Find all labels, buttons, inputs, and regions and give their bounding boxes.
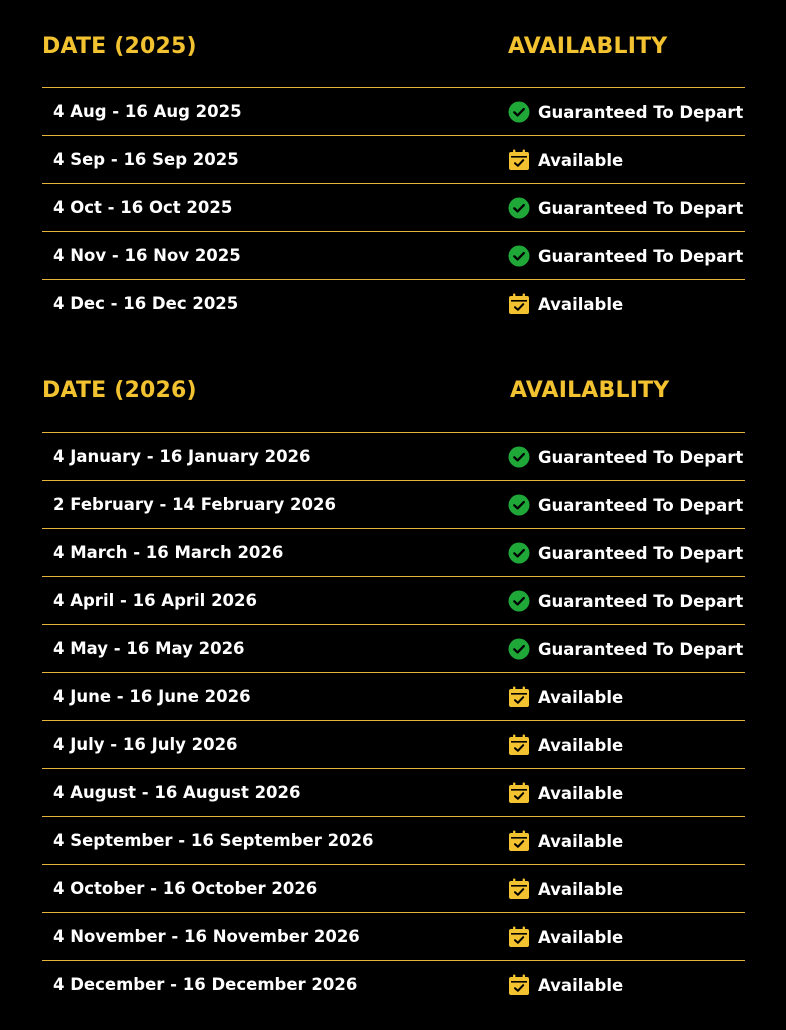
date-column-heading: DATE (2025) (42, 34, 197, 59)
table-header (42, 345, 745, 433)
table-row (42, 769, 745, 817)
availability-status (508, 196, 743, 220)
availability-column-heading: AVAILABLITY (508, 34, 668, 59)
availability-label: Available (538, 927, 624, 947)
availability-status (508, 877, 623, 901)
availability-label: Guaranteed To Depart (538, 447, 744, 467)
availability-status (508, 685, 623, 709)
table-row (42, 433, 745, 481)
check-circle-icon (508, 542, 530, 564)
availability-status (508, 973, 623, 997)
availability-label: Available (538, 735, 624, 755)
calendar-check-icon (508, 830, 530, 852)
table-row (42, 280, 745, 328)
availability-status (508, 292, 623, 316)
date-column-heading: DATE (2026) (42, 378, 197, 403)
date-range: 4 May - 16 May 2026 (53, 639, 245, 658)
date-range: 4 April - 16 April 2026 (53, 591, 257, 610)
date-range: 4 Dec - 16 Dec 2025 (53, 294, 239, 313)
calendar-check-icon (508, 878, 530, 900)
table-row (42, 961, 745, 1009)
table-row (42, 232, 745, 280)
availability-label: Available (538, 975, 624, 995)
date-range: 4 August - 16 August 2026 (53, 783, 301, 802)
check-circle-icon (508, 101, 530, 123)
date-range: 4 Oct - 16 Oct 2025 (53, 198, 233, 217)
dates-2025-section (42, 0, 745, 328)
check-circle-icon (508, 638, 530, 660)
date-range: 4 March - 16 March 2026 (53, 543, 284, 562)
dates-2026-section (42, 345, 745, 1009)
availability-label: Available (538, 783, 624, 803)
date-range: 4 Aug - 16 Aug 2025 (53, 102, 242, 121)
availability-status (508, 445, 743, 469)
availability-label: Guaranteed To Depart (538, 591, 744, 611)
calendar-check-icon (508, 926, 530, 948)
table-row (42, 184, 745, 232)
check-circle-icon (508, 590, 530, 612)
check-circle-icon (508, 245, 530, 267)
availability-label: Available (538, 687, 624, 707)
date-range: 4 October - 16 October 2026 (53, 879, 318, 898)
date-range: 4 September - 16 September 2026 (53, 831, 374, 850)
table-row (42, 625, 745, 673)
availability-status (508, 829, 623, 853)
date-range: 4 Sep - 16 Sep 2025 (53, 150, 239, 169)
availability-status (508, 925, 623, 949)
date-range: 4 December - 16 December 2026 (53, 975, 358, 994)
availability-status (508, 733, 623, 757)
check-circle-icon (508, 197, 530, 219)
table-row (42, 721, 745, 769)
date-range: 4 June - 16 June 2026 (53, 687, 251, 706)
calendar-check-icon (508, 293, 530, 315)
table-header (42, 0, 745, 88)
availability-column-heading: AVAILABLITY (510, 378, 670, 403)
availability-label: Guaranteed To Depart (538, 543, 744, 563)
availability-status (508, 541, 743, 565)
availability-status (508, 589, 743, 613)
availability-label: Available (538, 831, 624, 851)
date-range: 4 Nov - 16 Nov 2025 (53, 246, 241, 265)
calendar-check-icon (508, 782, 530, 804)
availability-label: Available (538, 879, 624, 899)
availability-label: Available (538, 294, 624, 314)
date-range: 4 January - 16 January 2026 (53, 447, 311, 466)
table-row (42, 913, 745, 961)
availability-label: Guaranteed To Depart (538, 102, 744, 122)
date-range: 2 February - 14 February 2026 (53, 495, 336, 514)
table-row (42, 673, 745, 721)
date-range: 4 July - 16 July 2026 (53, 735, 238, 754)
check-circle-icon (508, 446, 530, 468)
availability-label: Guaranteed To Depart (538, 495, 744, 515)
availability-status (508, 781, 623, 805)
availability-label: Available (538, 150, 624, 170)
date-range: 4 November - 16 November 2026 (53, 927, 360, 946)
table-row (42, 481, 745, 529)
calendar-check-icon (508, 734, 530, 756)
table-row (42, 88, 745, 136)
availability-status (508, 244, 743, 268)
table-row (42, 577, 745, 625)
availability-label: Guaranteed To Depart (538, 246, 744, 266)
availability-status (508, 493, 743, 517)
availability-status (508, 100, 743, 124)
calendar-check-icon (508, 686, 530, 708)
table-row (42, 529, 745, 577)
date-list (42, 433, 745, 1009)
table-row (42, 817, 745, 865)
calendar-check-icon (508, 974, 530, 996)
availability-status (508, 637, 743, 661)
availability-label: Guaranteed To Depart (538, 639, 744, 659)
calendar-check-icon (508, 149, 530, 171)
date-list (42, 88, 745, 328)
table-row (42, 136, 745, 184)
availability-status (508, 148, 623, 172)
check-circle-icon (508, 494, 530, 516)
table-row (42, 865, 745, 913)
availability-label: Guaranteed To Depart (538, 198, 744, 218)
